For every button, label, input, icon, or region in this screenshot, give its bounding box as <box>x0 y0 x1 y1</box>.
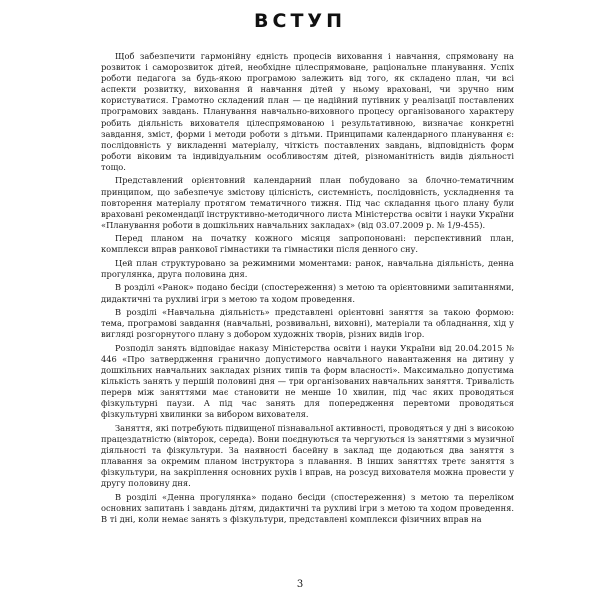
paragraph: Цей план структуровано за режимними моментами: ранок, навчальна діяльність, денна прогулянка, друга половина дня. <box>101 257 514 279</box>
page-title: ВСТУП <box>254 10 346 32</box>
paragraph: Представлений орієнтовний календарний план побудовано за блочно-тематичним принципом, що забезпечує змістову цілісність, системність, послідовність, ускладнення та повторення матеріалу протягом тематичного тижня. Під час складання цього плану були враховані рекомендації інструктивно-методичного листа Міністерства освіти і науки України «Планування роботи в дошкільних навчальних закладах» (від 03.07.2009 р. № 1/9-455). <box>101 175 514 230</box>
paragraph: В розділі «Навчальна діяльність» представлені орієнтовні заняття за такою формою: тема, програмові завдання (навчальні, розвивальні, виховні), матеріали та обладнання, хід у вигляді розгорнутого плану з добором художніх творів, різних видів ігор. <box>101 307 514 340</box>
paragraph: Перед планом на початку кожного місяця запропоновані: перспективний план, комплекси вправ ранкової гімнастики та гімнастики після денного сну. <box>101 233 514 255</box>
paragraph: В розділі «Денна прогулянка» подано бесіди (спостереження) з метою та переліком основних запитань і завдань дітям, дидактичні та рухливі ігри з метою та ходом проведення. В ті дні, коли немає занять з фізкультури, представлені комплекси фізичних вправ на <box>101 491 514 524</box>
paragraph: Заняття, які потребують підвищеної пізнавальної активності, проводяться у дні з високою працездатністю (вівторок, середа). Вони поєднуються та чергуються із заняттями з музичної діяльності та фізкультури. За наявності басейну в заклад ще додаються два заняття з плавання за окремим планом інструктора з плавання. В інших заняттях третє заняття з фізкультури, на закріплення основних рухів і вправ, на розсуд вихователя можна провести у другу половину дня. <box>101 422 515 489</box>
paragraph: Щоб забезпечити гармонійну єдність процесів виховання і навчання, спрямовану на розвиток і саморозвиток дітей, необхідне цілеспрямоване, раціональне планування. Успіх роботи педагога за будь-якою програмою залежить від того, як складено план, чи всі аспекти розвитку, виховання й навчання дітей у ньому враховані, чи зручно ним користуватися. Грамотно складений план — це надійний путівник у реалізації поставлених програмових завдань. Планування навчально-виховного процесу організованого характеру робить діяльність вихователя цілеспрямованою і результативною, визначає конкретні завдання, зміст, форми і методи роботи з дітьми. Принципами календарного планування є: послідовність у викладенні матеріалу, чіткість поставлених завдань, відповідність форм роботи віковим та індивідуальним особливостям дітей, різноманітність видів діяльності тощо. <box>101 51 514 172</box>
paragraph: Розподіл занять відповідає наказу Міністерства освіти і науки України від 20.04.2015 № 446 «Про затвердження гранично допустимого навчального навантаження на дитину у дошкільних навчальних закладах різних типів та форм власності». Максимально допустима кількість занять у першій половині дня — три організованих навчальних заняття. Тривалість перерв між заняттями має становити не менше 10 хвилин, під час яких проводяться фізкультурні паузи. А під час занять для попередження перевтоми проводяться фізкультурні хвилинки за вибором вихователя. <box>101 342 514 420</box>
body-text <box>101 51 514 527</box>
paragraph: В розділі «Ранок» подано бесіди (спостереження) з метою та орієнтовними запитаннями, дидактичні та рухливі ігри з метою та ходом проведення. <box>101 282 514 304</box>
page-number: 3 <box>296 579 304 590</box>
